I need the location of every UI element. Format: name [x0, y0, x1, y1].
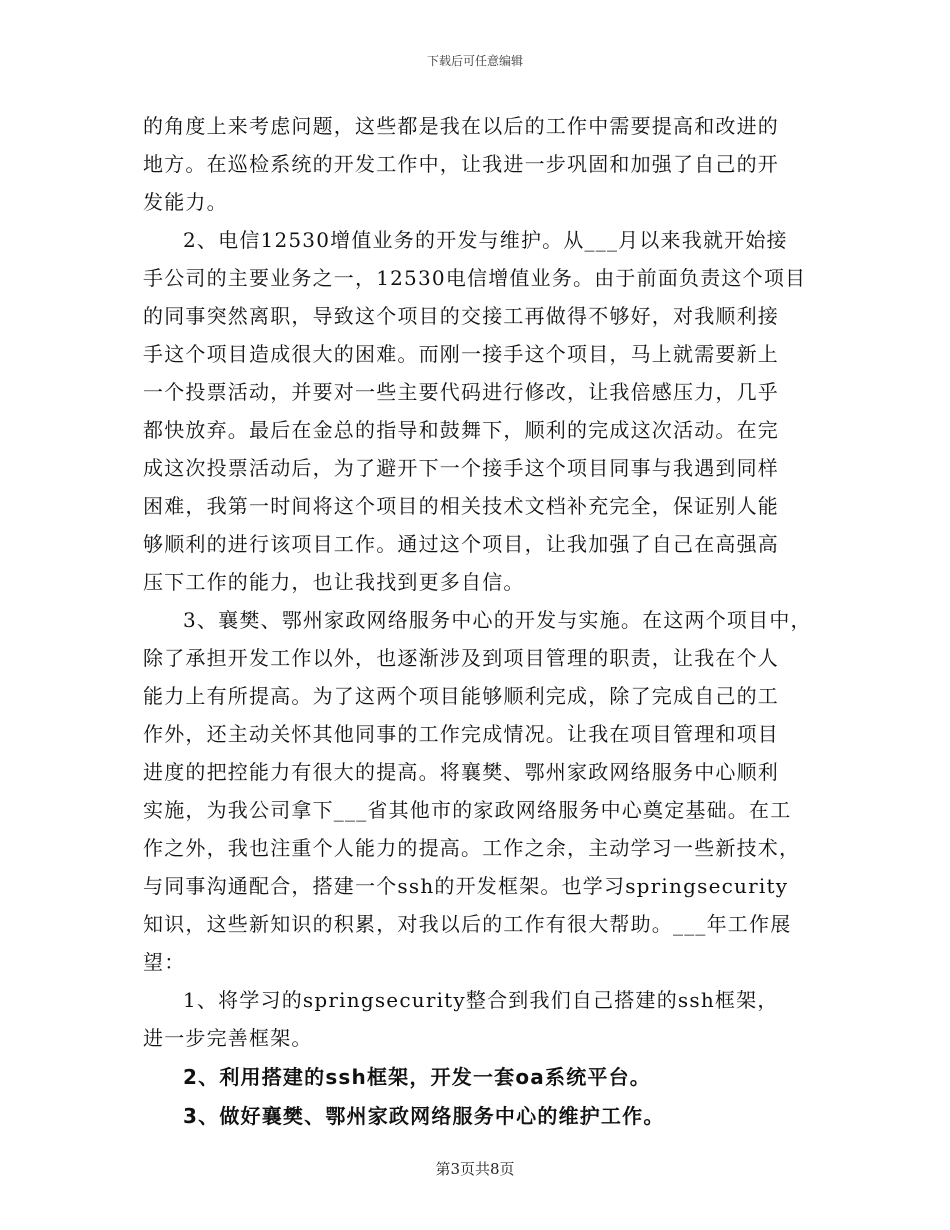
text-line: 手这个项目造成很大的困难。而刚一接手这个项目，马上就需要新上	[143, 342, 779, 366]
text-line: 手公司的主要业务之一，12530电信增值业务。由于前面负责这个项目	[143, 266, 807, 290]
text-line: 作之外，我也注重个人能力的提高。工作之余，主动学习一些新技术，	[143, 836, 801, 860]
bold-text-line: 2、利用搭建的ssh框架，开发一套oa系统平台。	[183, 1065, 651, 1089]
text-line: 都快放弃。最后在金总的指导和鼓舞下，顺利的完成这次活动。在完	[143, 418, 779, 442]
page-header: 下载后可任意编辑	[426, 54, 523, 68]
text-line: 发能力。	[143, 190, 228, 214]
text-line: 进度的把控能力有很大的提高。将襄樊、鄂州家政网络服务中心顺利	[143, 760, 779, 784]
text-line: 成这次投票活动后，为了避开下一个接手这个项目同事与我遇到同样	[143, 456, 779, 480]
text-line: 压下工作的能力，也让我找到更多自信。	[143, 570, 525, 594]
text-line: 进一步完善框架。	[143, 1026, 313, 1050]
text-line: 一个投票活动，并要对一些主要代码进行修改，让我倍感压力，几乎	[143, 380, 779, 404]
text-line: 与同事沟通配合，搭建一个ssh的开发框架。也学习springsecurity	[143, 874, 789, 898]
text-line: 除了承担开发工作以外，也逐渐涉及到项目管理的职责，让我在个人	[143, 646, 779, 670]
text-line: 困难，我第一时间将这个项目的相关技术文档补充完全，保证别人能	[143, 494, 779, 518]
text-line: 够顺利的进行该项目工作。通过这个项目，让我加强了自己在高强高	[143, 532, 779, 556]
text-line: 1、将学习的springsecurity整合到我们自己搭建的ssh框架，	[183, 988, 779, 1012]
text-line: 的角度上来考虑问题，这些都是我在以后的工作中需要提高和改进的	[143, 114, 779, 138]
bold-text-line: 3、做好襄樊、鄂州家政网络服务中心的维护工作。	[183, 1104, 665, 1128]
text-line: 作外，还主动关怀其他同事的工作完成情况。让我在项目管理和项目	[143, 722, 779, 746]
text-line: 地方。在巡检系统的开发工作中，让我进一步巩固和加强了自己的开	[143, 152, 779, 176]
text-line: 知识，这些新知识的积累，对我以后的工作有很大帮助。___年工作展	[143, 912, 792, 936]
text-line: 的同事突然离职，导致这个项目的交接工再做得不够好，对我顺利接	[143, 304, 779, 328]
text-line: 望：	[143, 950, 186, 974]
text-line: 2、电信12530增值业务的开发与维护。从___月以来我就开始接	[183, 228, 788, 252]
text-line: 能力上有所提高。为了这两个项目能够顺利完成，除了完成自己的工	[143, 684, 779, 708]
page-footer: 第3页共8页	[435, 1160, 515, 1178]
text-line: 实施，为我公司拿下___省其他市的家政网络服务中心奠定基础。在工	[143, 798, 792, 822]
text-line: 3、襄樊、鄂州家政网络服务中心的开发与实施。在这两个项目中，	[183, 608, 812, 632]
